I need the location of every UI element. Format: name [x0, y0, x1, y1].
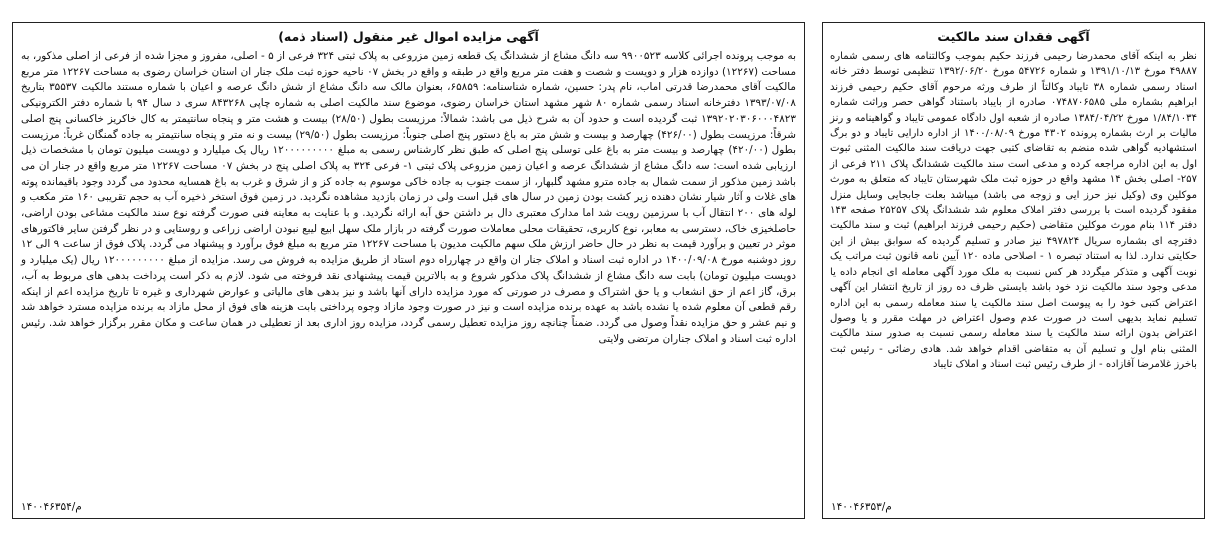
auction-notice: [12, 22, 805, 519]
lost-deed-notice: [822, 22, 1205, 519]
lost-deed-notice-body: نظر به اینکه آقای محمدرضا رحیمی فرزند حکیم بموجب وکالتنامه های رسمی شماره ۴۹۸۸۷ مورخ ۱۳۹۱/۱۰/۱۳ و شماره ۵۴۷۲۶ مورخ ۱۳۹۲/۰۶/۲۰ تنظیمی توسط دفتر خانه اسناد رسمی شماره ۳۸ تایباد وکالتاً از طرف ورثه مرحوم آقای حکیم رحیمی فرزند ابراهیم بشماره ملی ۰۷۴۸۷۰۶۵۸۵ صادره از بایباد باستناد گواهی حصر وراثت شماره ۱/۸۴/۱۰۳۴ مورخ ۱۳۸۴/۰۴/۲۲ صادره از شعبه اول دادگاه عمومی تایباد و گواهینامه و رنز مالیات بر ارث بشماره پرونده ۴۳۰۲ مورخ ۱۴۰۰/۰۸/۰۹ از اداره دارایی تایباد و دو برگ استشهادیه گواهی شده منضم به تقاضای کتبی جهت دریافت سند مالکیت المثنی ثبوت اول به این اداره مراجعه کرده و مدعی است سند مالکیت ششدانگ پلاک ۲۱۱ فرعی از ۲۵۷- اصلی بخش ۱۴ مشهد واقع در حوزه ثبت ملک شهرستان تایباد که متعلق به مورث موکلین وی (وکیل نیز حرز ایی و زوجه می باشد) میباشد بعلت جابجایی وسایل منزل مفقود گردیده است با بررسی دفتر املاک معلوم شد ششدانگ پلاک ۲۵۲۵۷ صفحه ۱۴۳ دفتر ۱۱۴ بنام مورث موکلین متقاضی (حکیم رحیمی فرزند ابراهیم) ثبت و سند مالکیت دفترچه ای بشماره سریال ۴۹۷۸۲۴ نیز صادر و تسلیم گردیده که سوابق بیش از این حکایتی ندارد. لذا به استناد تبصره ۱ - اصلاحی ماده ۱۲۰ آیین نامه قانون ثبت مراتب یک نوبت آگهی و متذکر میگردد هر کس نسبت به ملک مورد آگهی معامله ای انجام داده یا مدعی وجود سند مالکیت نزد خود باشد بایستی ظرف ده روز از تاریخ انتشار این آگهی اعتراض کتبی خود را به پیوست اصل سند مالکیت یا سند معامله رسمی به این اداره تسلیم نماید بدیهی است در صورت عدم وصول اعتراض در مهلت مقرر و یا وصول اعتراض بدون ارائه سند مالکیت یا سند معامله رسمی نسبت به صدور سند مالکیت المثنی بنام اول و تسلیم آن به متقاضی اقدام خواهد شد. هادی رضائی - رئیس ثبت باخرز غلامرضا آقازاده - از طرف رئیس ثبت اسناد و املاک تایباد: [830, 51, 1198, 371]
auction-notice-code: م/۱۴۰۰۴۶۳۵۴: [21, 501, 82, 513]
auction-notice-title: آگهی مزایده اموال غیر منقول (اسناد ذمه): [278, 29, 539, 44]
auction-notice-body: به موجب پرونده اجرائی کلاسه ۹۹۰۰۵۲۳ سه دانگ مشاع از ششدانگ یک قطعه زمین مزروعی به پلاک ثبتی ۳۲۴ فرعی از ۵ - اصلی، مفروز و مجزا شده از فرعی از اصلی مذکور، به مساحت (۱۲۲۶۷) دوازده هزار و دویست و شصت و هفت متر مربع واقع در طبقه و واقع در بخش ۰۷ ناحیه حوزه ثبت ملک جنار ان استان خراسان رضوی به مساحت ۱۲۲۶۷ متر مربع مالکیت آقای محمدرضا قدرتی اماب، نام پدر: حسین، شماره شناسنامه: ۶۵۸۵۹، بعنوان مالک سه دانگ مشاع از شش دانگ عرصه و اعیان با شماره مستند مالکیت ۳۵۵۳۷ بتاریخ ۱۳۹۳/۰۷/۰۸ دفترخانه اسناد رسمی شماره ۸۰ شهر مشهد استان خراسان رضوی، موضوع سند مالکیت اصلی به شماره چاپی ۸۴۳۲۶۸ سری د سال ۹۴ با شماره دفتر الکترونیکی ۱۳۹۲۰۲۰۳۰۶۰۰۰۴۸۲۳ ثبت گردیده است و حدود آن به شرح ذیل می باشد: شمالاً: مرزیست بطول (۲۸/۵۰) بیست و هشت متر و پنجاه سانتیمتر به کال خاکریز خاکسانی پنج اصلی شرقاً: مرزیست بطول (۴۲۶/۰۰) چهارصد و بیست و شش متر به باغ دستور پنج اصلی جنوباً: مرزیست بطول (۲۹/۵۰) بیست و نه متر و پنجاه سانتیمتر به جاده گمنگان غرباً: مرزیست بطول (۴۲۰/۰۰) چهارصد و بیست متر به باغ علی توسلی پنج اصلی که طبق نظر کارشناس رسمی به مبلغ ۱۲۰۰۰۰۰۰۰۰۰ ریال یک میلیارد و دویست میلیون تومان با مشخصات ذیل ارزیابی شده است: سه دانگ مشاع از ششدانگ عرصه و اعیان زمین مزروعی پلاک ثبتی ۱- فرعی ۳۲۴ به پلاک اصلی پنج در بخش ۰۷ مساحت ۱۲۲۶۷ متر مربع واقع در جنار ان می باشد زمین مذکور از سمت شمال به جاده مترو مشهد گلبهار، از سمت جنوب به جاده خاکی موسوم به جاده کز و از شرق و غرب به باغ همسایه محدود می گردد وجود باقیمانده پوته های غلات و آثار شیار نشان دهنده زیر کشت بودن زمین در سال های قبل است ولی در زمان بازدید مشاهده نگردید. در زمین فوق استخر ذخیره آب به حجم تقریبی ۱۶۰ متر مکعب و لوله های ۲۰۰ انتقال آب با سرزمین رویت شد اما مدارک معتبری دال بر داشتن حق آبه ارائه نگردید. و با عنایت به معاینه فنی صورت گرفته نوع سند مالکیت مشاعی بودن اراضی، حاصلخیزی خاک، دسترسی به معابر، نوع کاربری، تحقیقات محلی معاملات صورت گرفته در بازار ملک سهل ابیع لیبع نبودن اراضی زراعی و روستایی و در نظر گرفتن سایر فاکتورهای موثر در تعیین و برآورد قیمت به نظر در حال حاضر ارزش ملک سهم مالکیت مدیون با مساحت ۱۲۲۶۷ متر مربع به مبلغ فوق برآورد و پیشنهاد می گردد. پلاک فوق از ساعت ۹ الی ۱۲ روز دوشنبه مورخ ۱۴۰۰/۰۹/۰۸ در اداره ثبت اسناد و املاک جنار ان واقع در چهارراه دوم استاد از طریق مزایده به فروش می رسد. مزایده از مبلغ ۱۲۰۰۰۰۰۰۰۰۰ ریال (یک میلیارد و دویست میلیون تومان) بابت سه دانگ مشاع از ششدانگ پلاک مذکور شروع و به بالاترین قیمت پیشنهادی نقد فروخته می شود. لازم به ذکر است پرداخت بدهی های مربوط به آب، برق، گاز اعم از حق انشعاب و یا حق اشتراک و مصرف در صورتی که مورد مزایده دارای آنها باشد و نیز بدهی های مالیاتی و عوارض شهرداری و غیره تا تاریخ مزایده اعم از اینکه رقم قطعی آن معلوم شده یا نشده باشد به عهده برنده مزایده است و نیز در صورت وجود مازاد وجوه پرداختی بابت هزینه های فوق از محل مازاد به برنده مزایده مسترد خواهد شد و نیم عشر و حق مزایده نقداً وصول می گردد. ضمناً چنانچه روز مزایده تعطیل رسمی گردد، مزایده روز اداری بعد از تعطیلی در همان ساعت و مکان مقرر برگزار خواهد شد. رئیس اداره ثبت اسناد و املاک جناران مرتضی ولایتی: [21, 50, 797, 345]
lost-deed-notice-code: م/۱۴۰۰۴۶۳۵۳: [831, 501, 892, 513]
lost-deed-notice-title: آگهی فقدان سند مالکیت: [937, 29, 1090, 44]
